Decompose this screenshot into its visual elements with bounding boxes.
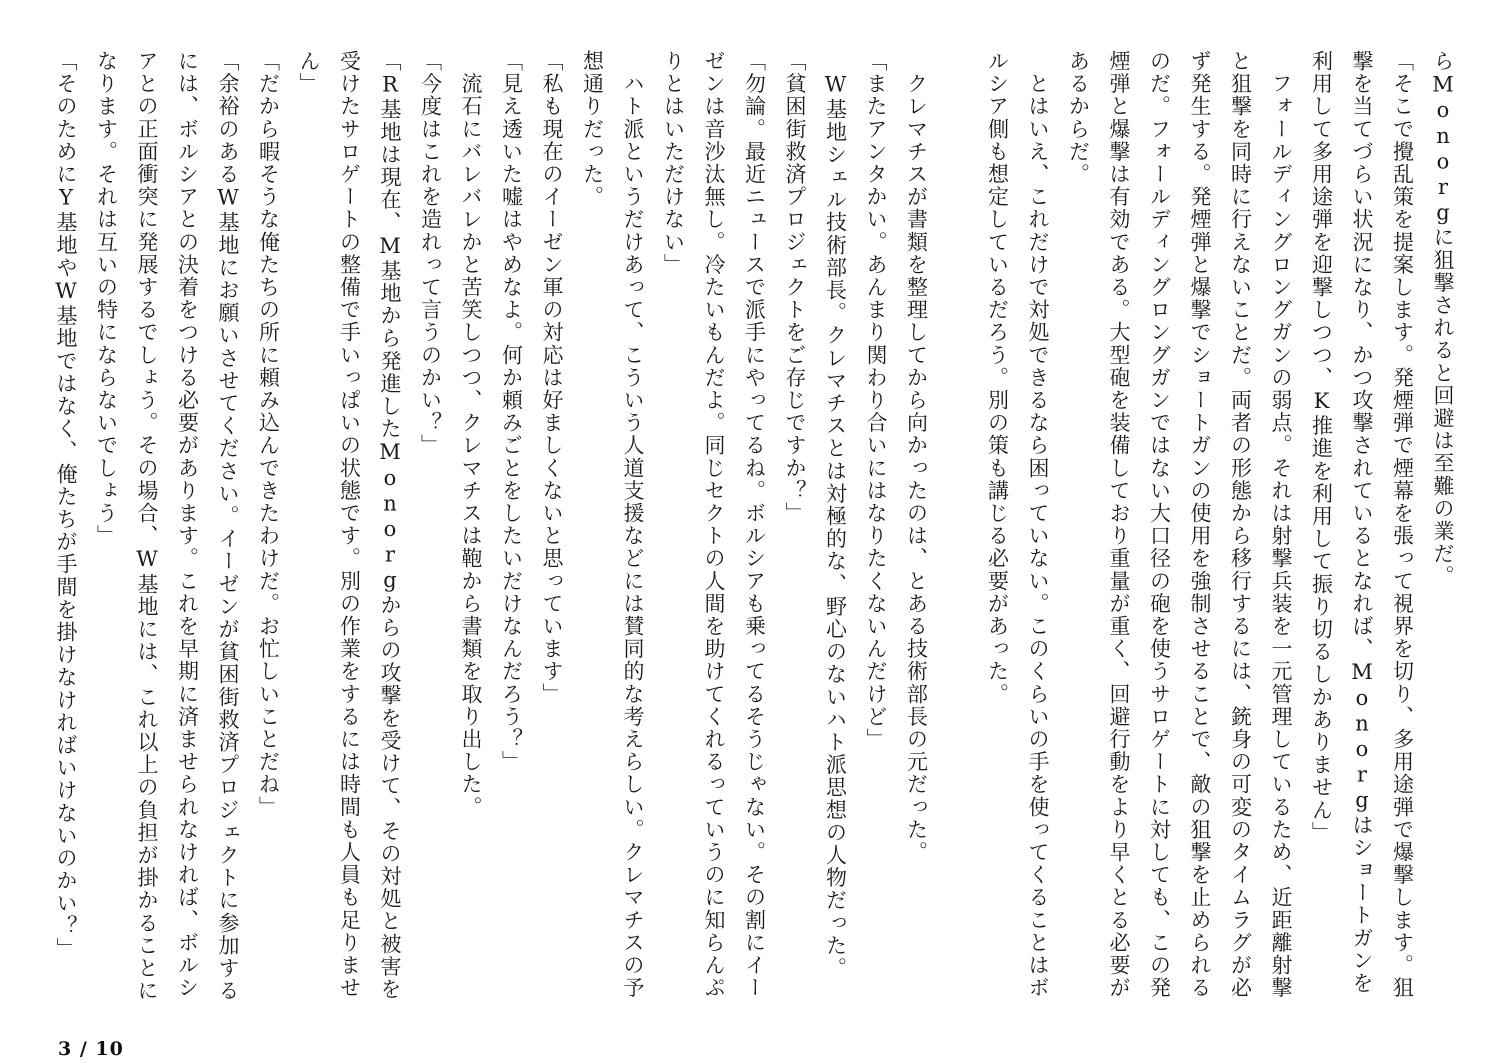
paragraph: 「そこで攪乱策を提案します。発煙弾で煙幕を張って視界を切り、多用途弾で爆撃します。狙撃を当てづらい状況になり、かつ攻撃されているとなれば、Monorgはショートガンを利用して多用途弾を迎撃しつつ、K推進を利用して振り切るしかありません」 <box>1309 50 1415 1000</box>
paragraph: 「だから暇そうな俺たちの所に頼み込んできたわけだ。お忙しいことだね」 <box>256 50 281 819</box>
paragraph: W基地シェル技術部長。クレマチスとは対極的な、野心のないハト派思想の人物だった。 <box>823 50 848 980</box>
paragraph: 「私も現在のイーゼン軍の対応は好ましくないと思っています」 <box>540 50 564 706</box>
page-number: 3 / 10 <box>58 1038 124 1060</box>
paragraph: 「見え透いた嘘はやめなよ。何か頼みごとをしたいだけなんだろう？」 <box>499 50 524 774</box>
body-text <box>43 50 1463 1010</box>
paragraph: らMonorgに狙撃されると回避は至難の業だ。 <box>1431 50 1455 588</box>
paragraph: 流石にバレバレかと苦笑しつつ、クレマチスは鞄から書類を取り出した。 <box>459 50 483 819</box>
paragraph: クレマチスが書類を整理してから向かったのは、とある技術部長の元だった。 <box>904 50 929 864</box>
paragraph: 「そのためにY基地やW基地ではなく、俺たちが手間を掛けなければいけないのかい？」 <box>54 50 78 960</box>
paragraph: 「貧困街救済プロジェクトをご存じですか？」 <box>783 50 807 525</box>
scene-break <box>937 50 978 1010</box>
paragraph: 「余裕のあるW基地にお願いさせてください。イーゼンが貧困街救済プロジェクトに参加するには、ボルシアとの決着をつける必要があります。これを早期に済ませられなければ、ボルシアとの正面衝突に発展するでしょう。その場合、W基地には、これ以上の負担が掛かることになります。それは互いの特にならないでしょう」 <box>94 50 240 1003</box>
paragraph: 「またアンタかい。あんまり関わり合いにはなりたくないんだけど」 <box>864 50 888 751</box>
paragraph: 「R基地は現在、M基地から発進したMonorgからの攻撃を受けて、その対処と被害を受けたサロゲートの整備で手いっぱいの状態です。別の作業をするには時間も人員も足りません」 <box>297 50 402 1001</box>
paragraph: とはいえ、これだけで対処できるなら困っていない。このくらいの手を使ってくることはボルシア側も想定しているだろう。別の策も講じる必要があった。 <box>985 50 1050 1000</box>
paragraph: ハト派というだけあって、こういう人道支援などには賛同的な考えらしい。クレマチスの予想通りだった。 <box>580 50 645 1000</box>
paragraph: 「勿論。最近ニュースで派手にやってるね。ボルシアも乗ってるそうじゃない。その割にイーゼンは音沙汰無し。冷たいもんだよ。同じセクトの人間を助けてくれるっていうのに知らんぷりとはいただけない」 <box>661 50 767 1000</box>
paragraph: 「今度はこれを造れって言うのかい？」 <box>418 50 443 457</box>
paragraph: フォールディングロングガンの弱点。それは射撃兵装を一元管理しているため、近距離射撃と狙撃を同時に行えないことだ。両者の形態から移行するには、銃身の可変のタイムラグが必ず発生する。発煙弾と爆撃でショートガンの使用を強制させることで、敵の狙撃を止められるのだ。フォールディングロングガンではない大口径の砲を使うサロゲートに対しても、この発煙弾と爆撃は有効である。大型砲を装備しており重量が重く、回避行動をより早くとる必要があるからだ。 <box>1066 50 1293 1000</box>
